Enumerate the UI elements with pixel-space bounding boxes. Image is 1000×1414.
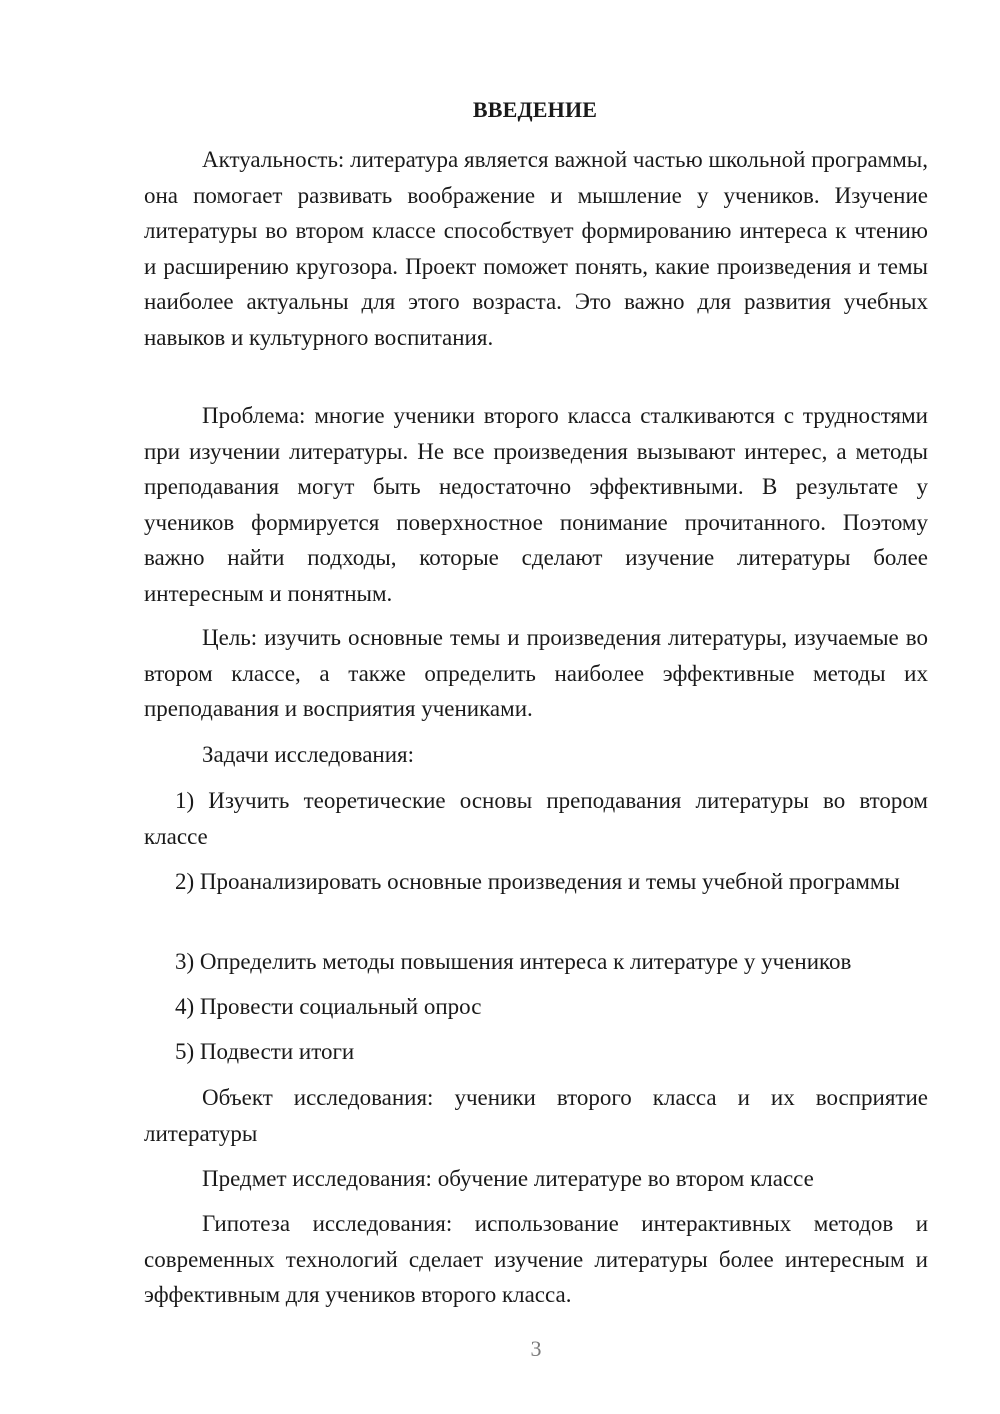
task-item-1: 1) Изучить теоретические основы преподавания литературы во втором классе bbox=[144, 788, 928, 849]
task-item-4: 4) Провести социальный опрос bbox=[175, 994, 482, 1019]
task-item-2: 2) Проанализировать основные произведения и темы учебной программы bbox=[175, 869, 900, 894]
task-item-3: 3) Определить методы повышения интереса к литературе у учеников bbox=[175, 949, 852, 974]
goal-paragraph: Цель: изучить основные темы и произведения литературы, изучаемые во втором классе, а также определить наиболее эффективные методы их преподавания и восприятия учениками. bbox=[144, 625, 928, 721]
relevance-paragraph: Актуальность: литература является важной частью школьной программы, она помогает развивать воображение и мышление у учеников. Изучение литературы во втором классе способствует формированию интереса к чтению и расширению кругозора. Проект поможет понять, какие произведения и темы наиболее актуальны для этого возраста. Это важно для развития учебных навыков и культурного воспитания. bbox=[144, 147, 928, 350]
tasks-heading: Задачи исследования: bbox=[202, 742, 415, 767]
page-number: 3 bbox=[530, 1336, 542, 1361]
task-item-5: 5) Подвести итоги bbox=[175, 1039, 355, 1064]
section-title: ВВЕДЕНИЕ bbox=[472, 97, 598, 122]
object-paragraph: Объект исследования: ученики второго класса и их восприятие литературы bbox=[144, 1085, 928, 1146]
hypothesis-paragraph: Гипотеза исследования: использование интерактивных методов и современных технологий сделает изучение литературы более интересным и эффективным для учеников второго класса. bbox=[144, 1211, 928, 1307]
subject-paragraph: Предмет исследования: обучение литературе во втором классе bbox=[202, 1166, 814, 1191]
problem-paragraph: Проблема: многие ученики второго класса сталкиваются с трудностями при изучении литературы. Не все произведения вызывают интерес, а методы преподавания могут быть недостаточно эффективными. В результате у учеников формируется поверхностное понимание прочитанного. Поэтому важно найти подходы, которые сделают изучение литературы более интересным и понятным. bbox=[144, 403, 928, 606]
